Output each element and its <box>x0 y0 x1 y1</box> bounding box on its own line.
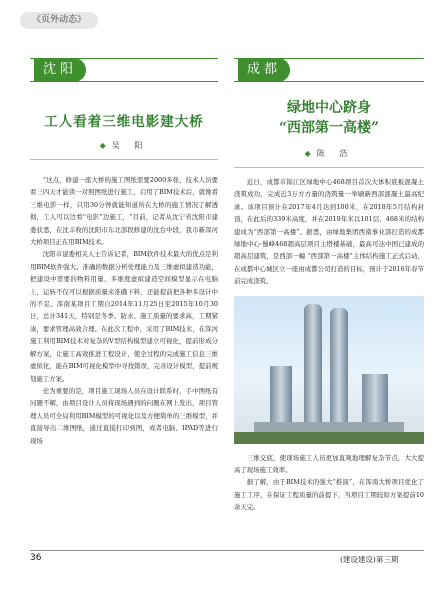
left-paragraph: “这点，修建一座大桥的施工图纸需要2000多张，技术人员要看三四天才能读一对照图纸进行施工，启用了BIM技术后，就像看三维电影一样，只用30分钟就能知道所在大桥的施工情况了解透彻，工人可以边看“电影”边施工，“目前，记者从沈宁省沈阳市建委获悉，在沈丰收的沈阳市东北部段修建的沈台中段，我市新浑河大桥项目正在用BIM技术。 <box>30 176 218 247</box>
diamond-icon: ◆ <box>304 149 311 158</box>
left-article-body <box>30 174 218 447</box>
left-city-label: 沈阳 <box>34 58 86 82</box>
right-article-body-continued <box>234 452 424 514</box>
section-tag: 《页外动态》 <box>20 12 98 29</box>
trees-shape <box>234 432 424 444</box>
footer-rule <box>30 550 424 551</box>
left-author: 吴 阳 <box>111 141 149 150</box>
diamond-icon: ◆ <box>99 141 106 150</box>
left-author-line <box>30 140 218 151</box>
right-article-body <box>234 176 424 288</box>
left-paragraph: 史为重要的是，项目施工现场人员在设计联系时，手中图纸有问题不解，由项目设计人员将现场遇到的问题在网上发出，项目管理人员可全局利用BIM模型的可视化以及方便简单的三维模型，并直接导出二维图纸，通过直接打印到图，或者电脑、IPAD等进行现场 <box>30 386 218 445</box>
building-shape <box>270 366 292 426</box>
left-article <box>30 58 218 447</box>
left-city-band <box>30 58 218 82</box>
skyscraper-photo <box>234 296 424 444</box>
right-paragraph: 近日，成都市锦江区绿地中心468项目首次大体积底板混凝土浇筑成功，完成近3万方方量的浇筑量一举刷新西部混凝土最高纪录。该项目预计在2017年4月达到100米，在2018年5月结构封顶，在此后的339米高度，并在2019年米以101层，468米的结构建成为“西部第一高楼”。据悉，由绿地集团西南事业部打造的成都绿地中心·蜀峰468超高层项目主塔楼基础，最高可达中国已建成的超高层建筑，是西部一幢 “西部第一高楼”主体结构施工正式启动，在成都中心城区立一座由成都公司打造的目标，预计于2016年春节前完成浇筑。 <box>234 178 424 286</box>
building-shape <box>362 374 388 426</box>
right-city-band <box>234 58 424 82</box>
right-article <box>234 58 424 514</box>
left-paragraph: 沈阳市建委相关人士告诉记者，BIM软件技术最大的优点是利用BIM软件强大、准确的数据分析处理能力及三维虚拟建造功能，把建设中需要的物料用量、多维度虚拟建造空间模型显示在电脑上，运转不仅可以根据质量来准确下料，还能提前把各种多设计中的不足。浑南某项目工期自2014年11月25日至2015年10月30日，总计341天，特别是冬季、防水、施工质量的要求高，工期紧凑，要求管理高效合理。在此次工程中，采用了BIM技术，在浑河施工利用BIM技术对复杂的V型结构模型建立可视化，提前形成分解方案，让施工高效推进工程设计，使全过程的完成施工信息三维虚拟化，能在BIM可视化模型中寻找错误，完善设计模型，提前规划施工方案。 <box>30 250 218 383</box>
journal-name: (建设建设)第三期 <box>340 555 399 564</box>
right-paragraph: 三维交底，使现场施工人员更加直观地理解复杂节点，大大提高了现场施工效率。 <box>234 453 424 475</box>
tower-shape <box>330 308 348 426</box>
right-author-line <box>234 148 424 159</box>
tower-shape <box>304 304 322 426</box>
right-city-label: 成都 <box>238 58 290 82</box>
right-title-line-1: 绿地中心跻身 <box>287 100 371 116</box>
right-title-line-2: “西部第一高楼” <box>278 120 380 136</box>
right-paragraph: 据了解，由于BIM技术的强大“推演”，在浑南大桥项目优化了施工工序，在保证工程质量的前提下，当项目工期较原方案提前10余天完。 <box>234 478 424 512</box>
page-number: 36 <box>30 553 42 563</box>
left-divider <box>30 159 218 160</box>
left-article-title: 工人看着三维电影建大桥 <box>44 114 204 130</box>
right-divider <box>234 167 424 168</box>
right-author: 陈 浩 <box>316 149 354 158</box>
right-article-title <box>234 98 424 138</box>
